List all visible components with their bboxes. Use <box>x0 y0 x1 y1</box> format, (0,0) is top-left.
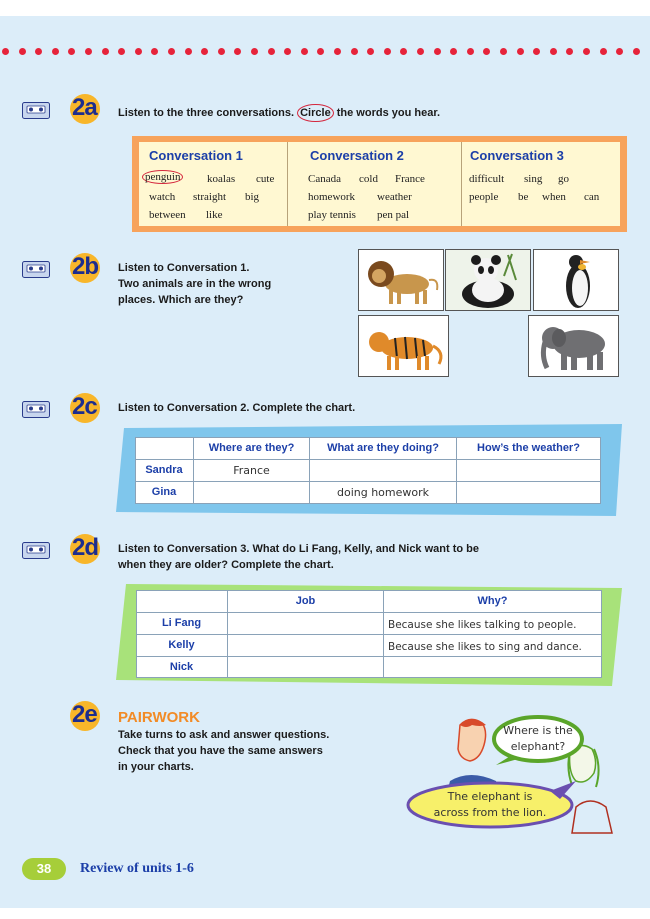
penguin-photo[interactable] <box>533 249 619 311</box>
divider-dot <box>417 48 424 55</box>
divider-dot <box>434 48 441 55</box>
answer-cell[interactable] <box>457 464 600 480</box>
answer-cell[interactable]: Because she likes to sing and dance. <box>388 641 582 653</box>
row-label: Li Fang <box>161 617 202 629</box>
section-label: 2b <box>72 253 99 280</box>
divider-dot <box>400 48 407 55</box>
instruction-text: the words you hear. <box>336 107 441 119</box>
pairwork-title: PAIRWORK <box>118 709 200 726</box>
divider-dot <box>234 48 241 55</box>
bubble-line: The elephant is <box>447 790 533 803</box>
word[interactable]: cold <box>359 173 378 185</box>
column-header: How’s the weather? <box>477 442 580 454</box>
word[interactable]: like <box>206 209 223 221</box>
column-header: Job <box>295 595 316 607</box>
instruction-line: when they are older? Complete the chart. <box>118 559 334 571</box>
word: penguin <box>145 171 181 183</box>
answer-cell[interactable] <box>228 617 383 633</box>
divider-dot <box>19 48 26 55</box>
word[interactable]: go <box>558 173 569 185</box>
section-label: 2d <box>72 534 99 561</box>
word[interactable]: sing <box>524 173 543 185</box>
row-label: Sandra <box>145 464 183 476</box>
instruction-line: Listen to Conversation 3. What do Li Fang, Kelly, and Nick want to be <box>118 543 479 555</box>
instruction-line: in your charts. <box>118 761 194 773</box>
word[interactable]: difficult <box>469 173 505 185</box>
divider-dot <box>251 48 258 55</box>
instruction-2c: Listen to Conversation 2. Complete the chart. <box>118 402 356 414</box>
divider-dot <box>35 48 42 55</box>
footer-title: Review of units 1-6 <box>80 861 194 876</box>
panda-icon <box>446 250 530 310</box>
word[interactable]: people <box>469 191 499 203</box>
divider-dot <box>135 48 142 55</box>
divider-dot <box>367 48 374 55</box>
column-header: Where are they? <box>208 442 295 454</box>
instruction-line: Listen to Conversation 1. <box>118 262 250 274</box>
divider-dot <box>483 48 490 55</box>
elephant-icon <box>529 316 618 376</box>
conversation-1-column <box>139 142 287 226</box>
divider-dot <box>384 48 391 55</box>
elephant-photo[interactable] <box>528 315 619 377</box>
word[interactable]: when <box>542 191 566 203</box>
answer-bubble <box>412 789 568 821</box>
circled-word[interactable] <box>142 170 183 184</box>
divider-dot <box>583 48 590 55</box>
divider-dot <box>467 48 474 55</box>
cassette-icon <box>22 102 50 119</box>
divider-dot <box>517 48 524 55</box>
cassette-icon <box>22 261 50 278</box>
word[interactable]: koalas <box>207 173 236 185</box>
word[interactable]: between <box>149 209 186 221</box>
divider-dot <box>500 48 507 55</box>
instruction-text: Listen to the three conversations. <box>118 107 295 119</box>
divider-dot <box>284 48 291 55</box>
divider-dot <box>151 48 158 55</box>
answer-cell[interactable] <box>228 639 383 655</box>
answer-cell[interactable] <box>457 486 600 502</box>
divider-dot <box>268 48 275 55</box>
row-label: Nick <box>169 661 194 673</box>
dotted-divider <box>0 48 650 58</box>
chart-2d <box>136 590 602 678</box>
divider-dot <box>85 48 92 55</box>
tiger-icon <box>359 316 448 376</box>
conversation-word-box-inner <box>139 142 620 226</box>
cassette-icon <box>22 401 50 418</box>
answer-cell[interactable]: Because she likes talking to people. <box>388 619 577 631</box>
row-label: Kelly <box>168 639 195 651</box>
instruction-circle-word: Circle <box>300 107 331 119</box>
word[interactable]: France <box>395 173 425 185</box>
section-label: 2c <box>72 393 97 420</box>
divider-dot <box>616 48 623 55</box>
divider-dot <box>52 48 59 55</box>
divider-dot <box>351 48 358 55</box>
divider-dot <box>533 48 540 55</box>
divider-dot <box>450 48 457 55</box>
divider-dot <box>102 48 109 55</box>
word[interactable]: can <box>584 191 600 203</box>
answer-cell[interactable] <box>310 464 456 480</box>
divider-dot <box>317 48 324 55</box>
question-bubble <box>492 723 584 755</box>
word[interactable]: be <box>518 191 529 203</box>
instruction-2d <box>118 541 479 573</box>
word[interactable]: weather <box>377 191 412 203</box>
chart-2c <box>135 437 601 504</box>
instruction-2e <box>118 727 329 775</box>
conversation-title: Conversation 1 <box>149 148 243 163</box>
word[interactable]: homework <box>308 191 356 203</box>
bubble-line: Where is the <box>503 724 573 737</box>
answer-cell[interactable] <box>228 661 383 677</box>
instruction-line: Take turns to ask and answer questions. <box>118 729 330 741</box>
cassette-icon <box>22 542 50 559</box>
word[interactable]: big <box>245 191 260 203</box>
divider-dot <box>201 48 208 55</box>
section-label: 2a <box>72 94 97 121</box>
divider-dot <box>2 48 9 55</box>
instruction-line: Check that you have the same answers <box>118 745 323 757</box>
answer-cell[interactable] <box>388 661 601 677</box>
word[interactable]: watch <box>149 191 176 203</box>
conversation-title: Conversation 2 <box>310 148 404 163</box>
instruction-2a <box>118 104 440 122</box>
word[interactable]: play tennis <box>308 209 356 221</box>
word[interactable]: pen pal <box>377 209 410 221</box>
answer-cell[interactable] <box>194 486 309 502</box>
word[interactable]: cute <box>256 173 275 185</box>
instruction-2b <box>118 260 271 308</box>
divider-dot <box>550 48 557 55</box>
divider-dot <box>566 48 573 55</box>
divider-dot <box>185 48 192 55</box>
bubble-line: elephant? <box>510 740 566 753</box>
row-label: Gina <box>151 486 177 498</box>
instruction-line: Two animals are in the wrong <box>118 278 272 290</box>
panda-photo[interactable] <box>445 249 531 311</box>
lion-photo[interactable] <box>358 249 444 311</box>
divider-dot <box>633 48 640 55</box>
conversation-title: Conversation 3 <box>470 148 564 163</box>
lion-icon <box>359 250 443 310</box>
answer-cell[interactable]: France <box>233 464 270 477</box>
divider-dot <box>168 48 175 55</box>
divider-dot <box>301 48 308 55</box>
instruction-line: places. Which are they? <box>118 294 244 306</box>
column-header: What are they doing? <box>327 442 439 454</box>
circled-word <box>297 104 334 122</box>
page-number: 38 <box>36 861 52 876</box>
divider-dot <box>334 48 341 55</box>
divider-dot <box>68 48 75 55</box>
section-label: 2e <box>72 701 97 728</box>
word[interactable]: Canada <box>308 173 341 185</box>
conversation-3-column <box>462 142 620 226</box>
answer-cell[interactable]: doing homework <box>336 486 430 499</box>
divider-dot <box>118 48 125 55</box>
column-header: Why? <box>477 595 508 607</box>
bubble-line: across from the lion. <box>433 806 547 819</box>
conversation-word-box <box>132 136 627 232</box>
word[interactable]: straight <box>193 191 226 203</box>
tiger-photo[interactable] <box>358 315 449 377</box>
penguin-icon <box>534 250 618 310</box>
divider-dot <box>218 48 225 55</box>
divider-dot <box>600 48 607 55</box>
conversation-2-column <box>288 142 461 226</box>
